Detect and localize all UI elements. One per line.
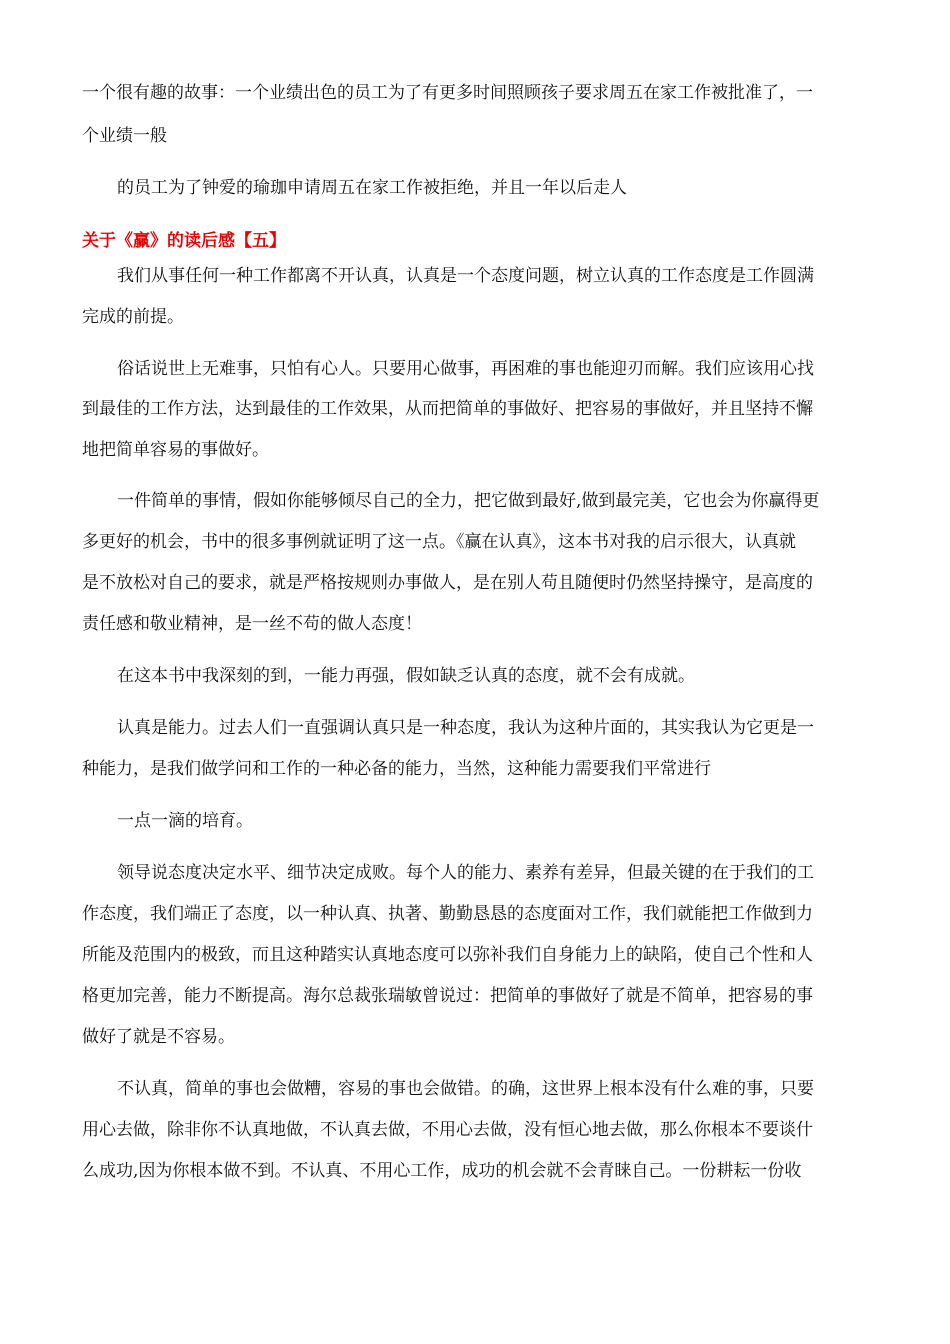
section-heading: 关于《赢》的读后感【五】 xyxy=(82,231,286,251)
body-text-line: 地把简单容易的事做好。 xyxy=(82,440,269,460)
body-text-line: 在这本书中我深刻的到，一能力再强，假如缺乏认真的态度，就不会有成就。 xyxy=(117,666,695,686)
body-text-line: 作态度，我们端正了态度，以一种认真、执著、勤勤恳恳的态度面对工作，我们就能把工作做到力 xyxy=(82,904,813,924)
body-text-line: 的员工为了钟爱的瑜珈申请周五在家工作被拒绝，并且一年以后走人 xyxy=(117,178,627,198)
body-text-line: 责任感和敬业精神，是一丝不苟的做人态度！ xyxy=(82,614,422,634)
body-text-line: 是不放松对自己的要求，就是严格按规则办事做人，是在别人苟且随便时仍然坚持操守，是高度的 xyxy=(82,573,813,593)
body-text-line: 到最佳的工作方法，达到最佳的工作效果，从而把简单的事做好、把容易的事做好，并且坚持不懈 xyxy=(82,399,813,419)
body-text-line: 认真是能力。过去人们一直强调认真只是一种态度，我认为这种片面的，其实我认为它更是一 xyxy=(117,718,814,738)
body-text-line: 格更加完善，能力不断提高。海尔总裁张瑞敏曾说过：把简单的事做好了就是不简单，把容易的事 xyxy=(82,986,813,1006)
body-text-line: 一个很有趣的故事：一个业绩出色的员工为了有更多时间照顾孩子要求周五在家工作被批准了，一 xyxy=(82,83,813,103)
body-text-line: 不认真，简单的事也会做糟，容易的事也会做错。的确，这世界上根本没有什么难的事，只要 xyxy=(117,1079,814,1099)
body-text-line: 完成的前提。 xyxy=(82,307,184,327)
body-text-line: 种能力，是我们做学问和工作的一种必备的能力，当然，这种能力需要我们平常进行 xyxy=(82,759,711,779)
body-text-line: 个业绩一般 xyxy=(82,126,167,146)
body-text-line: 一件简单的事情，假如你能够倾尽自己的全力，把它做到最好,做到最完美，它也会为你赢得更 xyxy=(117,491,820,511)
body-text-line: 用心去做，除非你不认真地做，不认真去做，不用心去做，没有恒心地去做，那么你根本不要谈什 xyxy=(82,1120,813,1140)
body-text-line: 一点一滴的培育。 xyxy=(117,811,253,831)
body-text-line: 么成功,因为你根本做不到。不认真、不用心工作，成功的机会就不会青睐自己。一份耕耘一份收 xyxy=(82,1161,802,1181)
body-text-line: 我们从事任何一种工作都离不开认真，认真是一个态度问题，树立认真的工作态度是工作圆满 xyxy=(117,266,814,286)
body-text-line: 所能及范围内的极致，而且这种踏实认真地态度可以弥补我们自身能力上的缺陷，使自己个性和人 xyxy=(82,945,813,965)
body-text-line: 俗话说世上无难事，只怕有心人。只要用心做事，再困难的事也能迎刃而解。我们应该用心找 xyxy=(117,359,814,379)
body-text-line: 领导说态度决定水平、细节决定成败。每个人的能力、素养有差异，但最关键的在于我们的工 xyxy=(117,863,814,883)
body-text-line: 多更好的机会，书中的很多事例就证明了这一点。《赢在认真》，这本书对我的启示很大，认真就 xyxy=(82,532,796,552)
body-text-line: 做好了就是不容易。 xyxy=(82,1027,235,1047)
